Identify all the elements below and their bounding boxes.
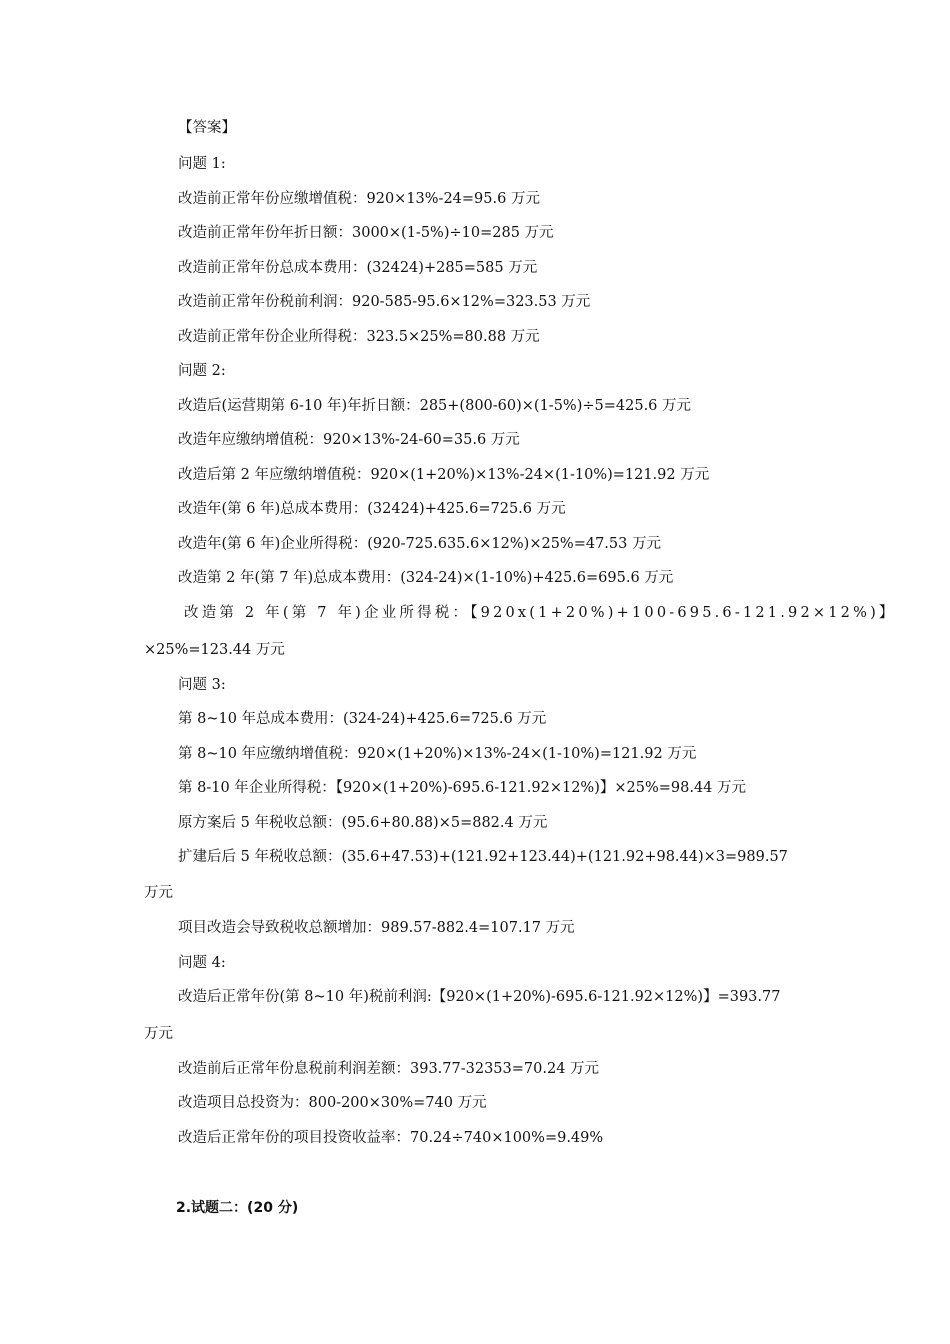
- q3-line-last: 项目改造会导致税收总额增加：989.57-882.4=107.17 万元: [178, 920, 575, 936]
- q4-line-3: 改造后正常年份的项目投资收益率：70.24÷740×100%=9.49%: [178, 1130, 604, 1146]
- q1-line-4: 改造前正常年份税前利润：920-585-95.6×12%=323.53 万元: [178, 294, 591, 310]
- q4-line-2: 改造项目总投资为：800-200×30%=740 万元: [178, 1095, 487, 1111]
- q1-label: 问题 1:: [178, 156, 226, 172]
- q2-wrapped-line-start: 改造第 2 年(第 7 年)企业所得税：【920x(1+20%)+100-695.6-121.92×12%)】: [184, 605, 897, 621]
- q4-line-1: 改造前后正常年份息税前利润差额：393.77-32353=70.24 万元: [178, 1061, 600, 1077]
- q3-wrapped-line-start: 扩建后后 5 年税收总额：(35.6+47.53)+(121.92+123.44)+(121.92+98.44)×3=989.57: [178, 849, 788, 865]
- q3-label: 问题 3:: [178, 677, 226, 693]
- q2-line-5: 改造年(第 6 年)企业所得税：(920-725.635.6×12%)×25%=47.53 万元: [178, 536, 661, 552]
- q2-label: 问题 2:: [178, 363, 226, 379]
- q2-line-1: 改造后(运营期第 6-10 年)年折日额：285+(800-60)×(1-5%)÷5=425.6 万元: [178, 398, 692, 414]
- q2-line-6: 改造第 2 年(第 7 年)总成本费用：(324-24)×(1-10%)+425.6=695.6 万元: [178, 570, 674, 586]
- q1-line-5: 改造前正常年份企业所得税：323.5×25%=80.88 万元: [178, 329, 540, 345]
- q3-line-1: 第 8~10 年总成本费用：(324-24)+425.6=725.6 万元: [178, 711, 547, 727]
- q3-line-3: 第 8-10 年企业所得税：【920×(1+20%)-695.6-121.92×12%)】×25%=98.44 万元: [178, 780, 747, 796]
- answer-heading: 【答案】: [178, 120, 236, 136]
- next-question-heading: 2.试题二：(20 分): [176, 1200, 299, 1216]
- q4-wrapped-line-start: 改造后正常年份(第 8~10 年)税前利润:【920×(1+20%)-695.6-121.92×12%)】=393.77: [178, 989, 781, 1005]
- q4-wrapped-line-end: 万元: [144, 1026, 173, 1042]
- q1-line-2: 改造前正常年份年折日额：3000×(1-5%)÷10=285 万元: [178, 225, 554, 241]
- q3-line-2: 第 8~10 年应缴纳增值税：920×(1+20%)×13%-24×(1-10%)=121.92 万元: [178, 746, 697, 762]
- q1-line-3: 改造前正常年份总成本费用：(32424)+285=585 万元: [178, 260, 538, 276]
- q2-line-3: 改造后第 2 年应缴纳增值税：920×(1+20%)×13%-24×(1-10%)=121.92 万元: [178, 467, 710, 483]
- q2-wrapped-line-end: ×25%=123.44 万元: [144, 642, 285, 658]
- q3-line-4: 原方案后 5 年税收总额：(95.6+80.88)×5=882.4 万元: [178, 815, 548, 831]
- q2-line-4: 改造年(第 6 年)总成本费用：(32424)+425.6=725.6 万元: [178, 501, 566, 517]
- q1-line-1: 改造前正常年份应缴增值税：920×13%-24=95.6 万元: [178, 191, 540, 207]
- q2-line-2: 改造年应缴纳增值税：920×13%-24-60=35.6 万元: [178, 432, 520, 448]
- q3-wrapped-line-end: 万元: [144, 885, 173, 901]
- q4-label: 问题 4:: [178, 955, 226, 971]
